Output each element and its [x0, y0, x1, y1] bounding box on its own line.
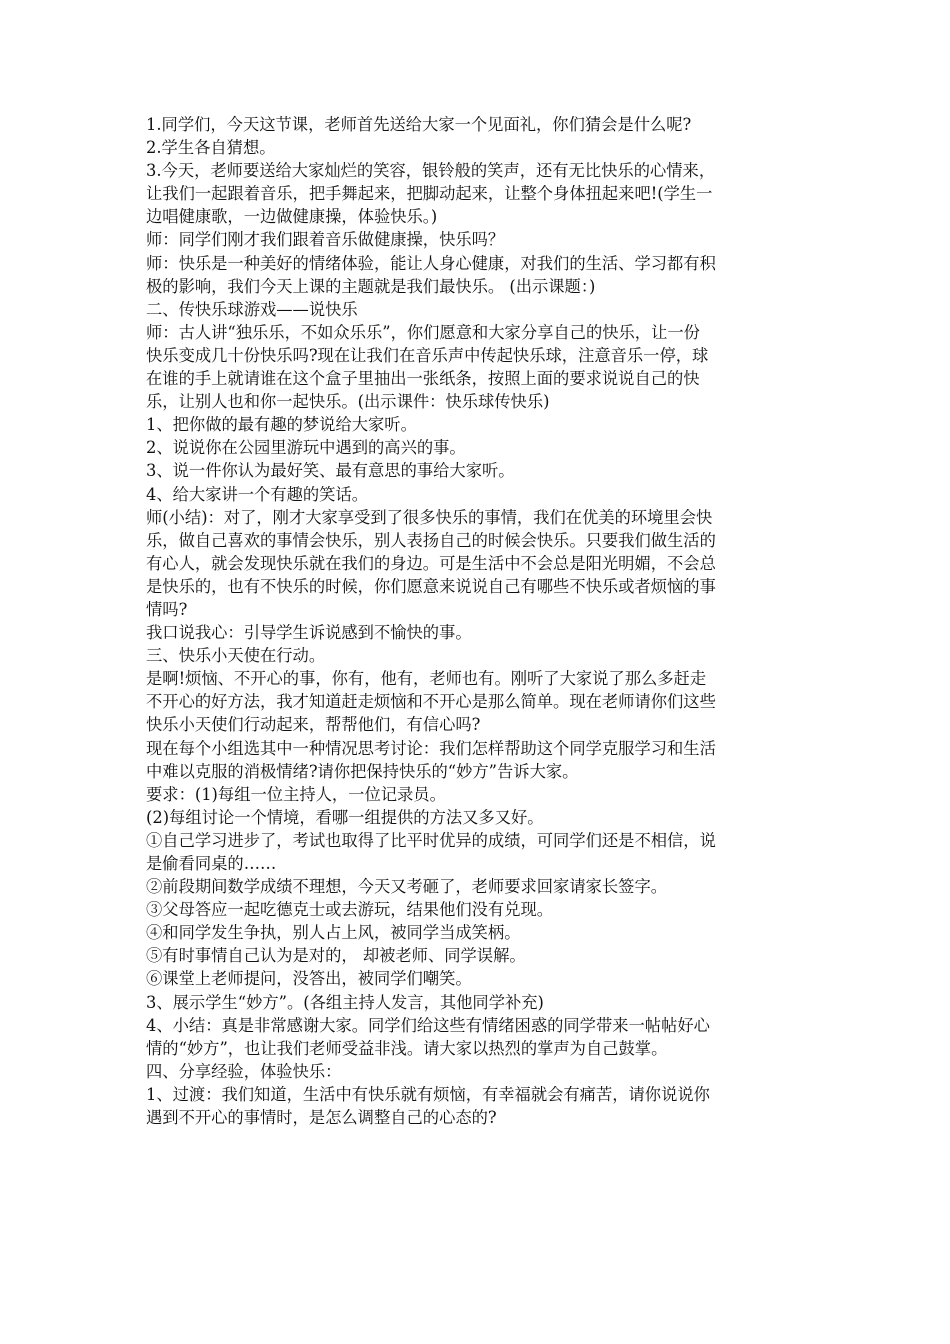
text-line: 情吗?: [146, 599, 188, 619]
text-line: 师：古人讲“独乐乐，不如众乐乐”，你们愿意和大家分享自己的快乐，让一份: [146, 322, 700, 342]
text-line: 情的“妙方”，也让我们老师受益非浅。请大家以热烈的掌声为自己鼓掌。: [146, 1038, 668, 1058]
text-line: 3、展示学生“妙方”。(各组主持人发言，其他同学补充): [146, 992, 544, 1012]
text-line: 师(小结)：对了，刚才大家享受到了很多快乐的事情，我们在优美的环境里会快: [146, 507, 713, 527]
text-line: ③父母答应一起吃德克士或去游玩，结果他们没有兑现。: [146, 900, 554, 920]
text-line: 师：同学们刚才我们跟着音乐做健康操，快乐吗？: [146, 230, 505, 250]
text-line: 我口说我心：引导学生诉说感到不愉快的事。: [146, 623, 472, 643]
text-line: 是偷看同桌的……: [146, 854, 277, 873]
text-line: 是啊!烦恼、不开心的事，你有，他有，老师也有。刚听了大家说了那么多赶走: [146, 669, 707, 689]
text-line: 二、传快乐球游戏——说快乐: [146, 299, 358, 319]
text-line: 1、过渡：我们知道，生活中有快乐就有烦恼，有幸福就会有痛苦，请你说说你: [146, 1084, 710, 1104]
text-line: 边唱健康歌，一边做健康操，体验快乐。): [146, 207, 438, 227]
text-line: 快乐小天使们行动起来，帮帮他们，有信心吗?: [146, 715, 481, 735]
text-line: 4、小结：真是非常感谢大家。同学们给这些有情绪困惑的同学带来一帖帖好心: [146, 1015, 710, 1035]
text-line: 中难以克服的消极情绪?请你把保持快乐的“妙方”告诉大家。: [146, 761, 579, 781]
text-line: ①自己学习进步了，考试也取得了比平时优异的成绩，可同学们还是不相信，说: [146, 830, 716, 850]
text-line: 师：快乐是一种美好的情绪体验，能让人身心健康，对我们的生活、学习都有积: [146, 253, 716, 273]
text-line: 2.学生各自猜想。: [146, 138, 276, 158]
text-line: 四、分享经验，体验快乐：: [146, 1061, 342, 1081]
text-line: 4、给大家讲一个有趣的笑话。: [146, 484, 369, 504]
text-line: ④和同学发生争执，别人占上风，被同学当成笑柄。: [146, 923, 521, 943]
text-line: 有心人，就会发现快乐就在我们的身边。可是生活中不会总是阳光明媚，不会总: [146, 553, 716, 573]
text-line: 1.同学们，今天这节课，老师首先送给大家一个见面礼，你们猜会是什么呢?: [146, 115, 692, 134]
text-line: 乐，做自己喜欢的事情会快乐，别人表扬自己的时候会快乐。只要我们做生活的: [146, 530, 716, 550]
text-line: 3.今天，老师要送给大家灿烂的笑容，银铃般的笑声，还有无比快乐的心情来，: [146, 161, 716, 181]
text-line: 1、把你做的最有趣的梦说给大家听。: [146, 415, 417, 435]
text-line: (2)每组讨论一个情境，看哪一组提供的方法又多又好。: [146, 807, 544, 827]
text-line: 极的影响，我们今天上课的主题就是我们最快乐。 (出示课题：): [146, 276, 596, 296]
text-line: 三、快乐小天使在行动。: [146, 646, 326, 666]
document-page: [146, 113, 806, 1129]
text-line: 是快乐的，也有不快乐的时候，你们愿意来说说自己有哪些不快乐或者烦恼的事: [146, 576, 716, 596]
text-line: 在谁的手上就请谁在这个盒子里抽出一张纸条，按照上面的要求说说自己的快: [146, 369, 700, 389]
text-line: ⑥课堂上老师提问，没答出，被同学们嘲笑。: [146, 969, 472, 989]
text-line: 现在每个小组选其中一种情况思考讨论：我们怎样帮助这个同学克服学习和生活: [146, 738, 716, 758]
text-line: 不开心的好方法，我才知道赶走烦恼和不开心是那么简单。现在老师请你们这些: [146, 692, 716, 712]
text-line: 乐，让别人也和你一起快乐。(出示课件：快乐球传快乐): [146, 392, 550, 412]
text-line: ⑤有时事情自己认为是对的， 却被老师、同学误解。: [146, 946, 526, 966]
text-line: ②前段期间数学成绩不理想，今天又考砸了，老师要求回家请家长签字。: [146, 877, 668, 897]
text-line: 让我们一起跟着音乐，把手舞起来，把脚动起来，让整个身体扭起来吧!(学生一: [146, 184, 713, 204]
text-line: 遇到不开心的事情时，是怎么调整自己的心态的?: [146, 1108, 497, 1128]
text-line: 快乐变成几十份快乐吗?现在让我们在音乐声中传起快乐球，注意音乐一停，球: [146, 345, 709, 365]
text-line: 要求：(1)每组一位主持人，一位记录员。: [146, 784, 446, 804]
text-line: 3、说一件你认为最好笑、最有意思的事给大家听。: [146, 461, 515, 481]
text-line: 2、说说你在公园里游玩中遇到的高兴的事。: [146, 438, 466, 458]
